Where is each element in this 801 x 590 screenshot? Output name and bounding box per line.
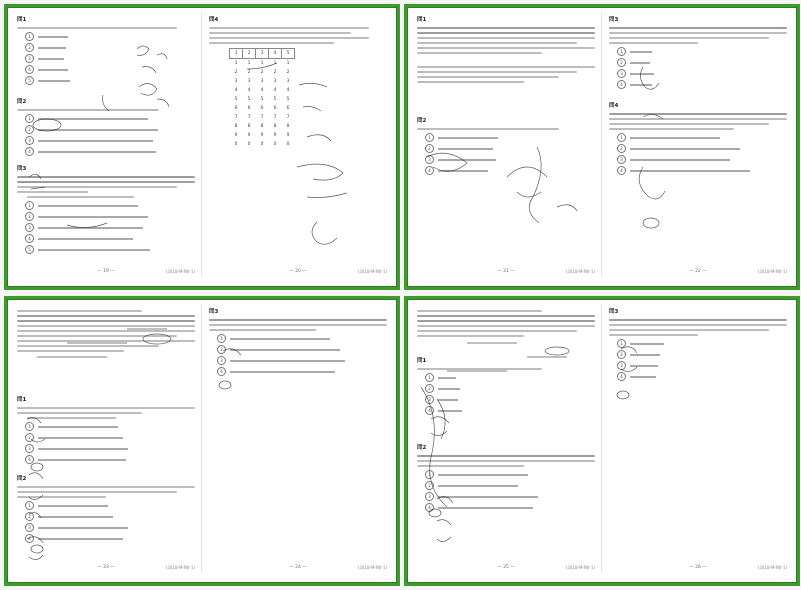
question-text-line (609, 334, 698, 336)
question-text-line (417, 368, 542, 370)
answer-option[interactable]: 3 (25, 54, 195, 63)
exam-code: (2018-M-N0-1) (565, 565, 595, 570)
answer-option[interactable]: 3 (425, 155, 595, 164)
answer-option[interactable]: 4 (25, 455, 195, 464)
question-text-line (609, 128, 734, 130)
answer-option[interactable]: 2 (617, 144, 787, 153)
question-text-line (209, 329, 316, 331)
answer-option[interactable]: 4 (217, 367, 387, 376)
answer-option[interactable]: 2 (25, 512, 195, 521)
question-number: 問2 (17, 99, 27, 105)
answer-grid-header-cell: 3 (256, 49, 269, 59)
question-text-line (417, 465, 524, 467)
answer-option[interactable]: 4 (617, 166, 787, 175)
answer-grid-cell[interactable]: 2 (234, 70, 238, 75)
answer-option[interactable]: 4 (25, 534, 195, 543)
answer-option[interactable]: 1 (217, 334, 387, 343)
question-number: 問2 (417, 118, 427, 124)
answer-option[interactable]: 4 (25, 234, 195, 243)
answer-grid-cell[interactable]: 5 (234, 97, 238, 102)
question-text-line (17, 325, 195, 327)
answer-option[interactable]: 3 (25, 223, 195, 232)
answer-option[interactable]: 4 (617, 80, 787, 89)
page-gutter (601, 13, 602, 277)
answer-grid-cell[interactable]: 9 (260, 133, 264, 138)
answer-grid-row (230, 86, 295, 95)
answer-option[interactable]: 3 (25, 444, 195, 453)
answer-option[interactable]: 4 (425, 503, 595, 512)
question-number: 問2 (17, 476, 27, 482)
question-text-line (417, 66, 595, 68)
exam-sheet-3[interactable] (4, 296, 400, 586)
answer-grid-cell[interactable]: 1 (247, 61, 251, 66)
sheet-1-left-page (17, 15, 195, 275)
answer-grid-row (230, 131, 295, 140)
answer-option[interactable]: 3 (617, 155, 787, 164)
answer-option[interactable]: 1 (617, 133, 787, 142)
question-text-line (17, 27, 177, 29)
question-number: 問1 (417, 358, 427, 364)
answer-grid-cell[interactable]: 4 (273, 88, 277, 93)
page-number: — 24 — (289, 565, 307, 570)
answer-grid-cell[interactable]: 1 (234, 61, 238, 66)
answer-option[interactable]: 1 (425, 373, 595, 382)
question-number: 問2 (417, 445, 427, 451)
question-text-line (17, 315, 195, 317)
question-number: 問1 (417, 17, 427, 23)
exam-sheet-1[interactable] (4, 4, 400, 290)
question-text-line (609, 324, 787, 326)
answer-grid-cell[interactable]: 2 (273, 70, 277, 75)
answer-grid-cell[interactable]: 4 (286, 88, 290, 93)
question-text-line (17, 181, 195, 183)
exam-sheet-4[interactable] (404, 296, 800, 586)
question-text-line (609, 27, 787, 29)
answer-option[interactable]: 2 (25, 125, 195, 134)
answer-grid-cell[interactable]: 5 (260, 97, 264, 102)
question-text-line (209, 42, 334, 44)
answer-option[interactable]: 1 (25, 501, 195, 510)
answer-option[interactable]: 2 (617, 350, 787, 359)
answer-option[interactable]: 2 (425, 384, 595, 393)
question-text-line (417, 76, 559, 78)
answer-grid-row (230, 95, 295, 104)
question-text-line (417, 52, 542, 54)
answer-option[interactable]: 2 (25, 43, 195, 52)
answer-option[interactable]: 3 (425, 492, 595, 501)
answer-grid-header-cell: 4 (269, 49, 282, 59)
answer-grid-cell[interactable]: 5 (247, 97, 251, 102)
answer-option[interactable]: 2 (217, 345, 387, 354)
question-number: 問3 (609, 17, 619, 23)
answer-grid-cell[interactable]: 8 (247, 124, 251, 129)
answer-grid-cell[interactable]: 7 (286, 115, 290, 120)
question-text-line (27, 417, 116, 419)
question-text-line (417, 460, 595, 462)
answer-option[interactable]: 2 (617, 58, 787, 67)
answer-grid-cell[interactable]: 1 (286, 61, 290, 66)
question-text-line (417, 27, 595, 29)
answer-option[interactable]: 1 (617, 47, 787, 56)
question-number: 問3 (609, 309, 619, 315)
question-text-line (417, 455, 595, 457)
sheet-1-right-page (209, 15, 387, 275)
question-text-line (417, 320, 595, 322)
page-gutter (201, 305, 202, 573)
page-gutter (601, 305, 602, 573)
answer-grid-cell[interactable]: 8 (260, 124, 264, 129)
question-text-line (17, 496, 106, 498)
answer-grid-table (229, 48, 295, 149)
question-text-line (417, 325, 595, 327)
question-text-line (17, 407, 195, 409)
question-text-line (417, 47, 595, 49)
question-text-line (17, 486, 195, 488)
question-text-line (17, 320, 195, 322)
answer-grid-cell[interactable]: 3 (247, 79, 251, 84)
question-number: 問3 (17, 166, 27, 172)
answer-grid-cell[interactable]: 5 (273, 97, 277, 102)
exam-code: (2018-M-N0-1) (357, 565, 387, 570)
question-text-line (209, 37, 369, 39)
question-text-line (17, 345, 159, 347)
answer-grid-cell[interactable]: 7 (247, 115, 251, 120)
question-text-line (17, 191, 88, 193)
question-text-line (609, 42, 698, 44)
question-text-line (27, 196, 134, 198)
exam-code: (2018-M-N0-1) (357, 269, 387, 274)
question-text-line (609, 123, 769, 125)
answer-grid-cell[interactable]: 1 (260, 61, 264, 66)
question-text-line (17, 491, 177, 493)
answer-option[interactable]: 1 (25, 422, 195, 431)
question-text-line (209, 32, 351, 34)
answer-grid-cell[interactable]: 1 (273, 61, 277, 66)
answer-grid-cell[interactable]: 3 (260, 79, 264, 84)
question-text-line (17, 335, 177, 337)
answer-option[interactable]: 4 (425, 166, 595, 175)
answer-grid-cell[interactable]: 8 (286, 124, 290, 129)
answer-option[interactable]: 1 (617, 339, 787, 348)
answer-grid-cell[interactable]: 7 (234, 115, 238, 120)
answer-grid-cell[interactable]: 7 (273, 115, 277, 120)
answer-grid-cell[interactable]: 2 (260, 70, 264, 75)
exam-code: (2018-M-N0-1) (757, 565, 787, 570)
sheet-4-right-page (609, 307, 787, 571)
question-text-line (417, 32, 595, 34)
answer-grid-cell[interactable]: 2 (247, 70, 251, 75)
answer-grid-cell[interactable]: 9 (247, 133, 251, 138)
question-text-line (609, 329, 769, 331)
answer-grid-cell[interactable]: 6 (234, 106, 238, 111)
answer-grid-cell[interactable]: 5 (286, 97, 290, 102)
answer-option[interactable]: 3 (617, 361, 787, 370)
answer-option[interactable]: 4 (425, 406, 595, 415)
page-number: — 23 — (97, 565, 115, 570)
answer-grid-header-cell: 5 (282, 49, 295, 59)
answer-option[interactable]: 1 (25, 114, 195, 123)
exam-sheet-2[interactable] (404, 4, 800, 290)
answer-option[interactable]: 1 (25, 32, 195, 41)
answer-grid-cell[interactable]: 4 (247, 88, 251, 93)
answer-grid-cell[interactable]: 6 (286, 106, 290, 111)
answer-option[interactable]: 2 (25, 433, 195, 442)
answer-grid-header (230, 49, 295, 59)
answer-option[interactable]: 3 (25, 523, 195, 532)
answer-grid-cell[interactable]: 8 (234, 124, 238, 129)
answer-grid-cell[interactable]: 0 (260, 142, 264, 147)
question-text-line (17, 412, 142, 414)
page-number: — 26 — (689, 565, 707, 570)
question-text-line (609, 113, 787, 115)
answer-grid-row (230, 68, 295, 77)
answer-grid-header-cell: 1 (230, 49, 243, 59)
exam-code: (2018-M-N0-1) (757, 269, 787, 274)
answer-grid-cell[interactable]: 3 (234, 79, 238, 84)
answer-grid-cell[interactable]: 6 (273, 106, 277, 111)
answer-option[interactable]: 4 (25, 65, 195, 74)
question-text-line (17, 176, 195, 178)
answer-grid-cell[interactable]: 9 (286, 133, 290, 138)
question-number: 問1 (17, 17, 27, 23)
exam-code: (2018-M-N0-1) (165, 269, 195, 274)
question-text-line (417, 81, 524, 83)
answer-option[interactable]: 3 (217, 356, 387, 365)
answer-option[interactable]: 3 (25, 136, 195, 145)
question-number: 問4 (209, 17, 219, 23)
answer-option[interactable]: 1 (25, 201, 195, 210)
answer-grid-header-cell: 2 (243, 49, 256, 59)
question-text-line (609, 32, 787, 34)
question-text-line (17, 350, 124, 352)
page-number: — 19 — (97, 269, 115, 274)
answer-grid-cell[interactable]: 4 (260, 88, 264, 93)
answer-grid-cell[interactable]: 3 (273, 79, 277, 84)
answer-option[interactable]: 1 (425, 470, 595, 479)
question-text-line (17, 340, 195, 342)
answer-grid-cell[interactable]: 0 (247, 142, 251, 147)
question-text-line (417, 42, 577, 44)
question-text-line (417, 315, 595, 317)
answer-grid-cell[interactable]: 4 (234, 88, 238, 93)
question-text-line (209, 27, 369, 29)
page-number: — 21 — (497, 269, 515, 274)
answer-option[interactable]: 1 (425, 133, 595, 142)
question-text-line (609, 319, 787, 321)
answer-option[interactable]: 4 (25, 147, 195, 156)
question-text-line (417, 128, 559, 130)
question-text-line (17, 186, 177, 188)
question-number: 問3 (209, 309, 219, 315)
answer-option[interactable]: 5 (25, 245, 195, 254)
answer-grid-cell[interactable]: 0 (273, 142, 277, 147)
question-text-line (209, 324, 387, 326)
answer-grid-cell[interactable]: 9 (273, 133, 277, 138)
answer-option[interactable]: 5 (25, 76, 195, 85)
question-number: 問4 (609, 103, 619, 109)
answer-grid-row (230, 113, 295, 122)
answer-grid-cell[interactable]: 3 (286, 79, 290, 84)
page-gutter (201, 13, 202, 277)
answer-option[interactable]: 3 (425, 395, 595, 404)
question-text-line (417, 37, 595, 39)
question-text-line (209, 319, 387, 321)
page-number: — 20 — (289, 269, 307, 274)
question-text-line (417, 335, 524, 337)
page-number: — 25 — (497, 565, 515, 570)
answer-grid-cell[interactable]: 2 (286, 70, 290, 75)
answer-option[interactable]: 2 (25, 212, 195, 221)
answer-grid-row (230, 59, 295, 69)
answer-grid-row (230, 122, 295, 131)
question-text-line (417, 310, 542, 312)
question-text-line (17, 330, 195, 332)
answer-grid-cell[interactable]: 6 (247, 106, 251, 111)
question-number: 問1 (17, 397, 27, 403)
answer-grid-row (230, 104, 295, 113)
exam-code: (2018-M-N0-1) (565, 269, 595, 274)
sheet-4-left-page (417, 307, 595, 571)
answer-option[interactable]: 4 (617, 372, 787, 381)
sheet-3-right-page (209, 307, 387, 571)
question-text-line (417, 330, 577, 332)
answer-grid-cell[interactable]: 0 (286, 142, 290, 147)
answer-grid-row (230, 77, 295, 86)
answer-grid-cell[interactable]: 9 (234, 133, 238, 138)
answer-option[interactable]: 2 (425, 481, 595, 490)
answer-grid-cell[interactable]: 7 (260, 115, 264, 120)
question-text-line (417, 71, 577, 73)
answer-grid-cell[interactable]: 0 (234, 142, 238, 147)
sheet-2-left-page (417, 15, 595, 275)
page-number: — 22 — (689, 269, 707, 274)
sheet-3-left-page (17, 307, 195, 571)
answer-grid-cell[interactable]: 8 (273, 124, 277, 129)
question-text-line (17, 310, 142, 312)
answer-grid-cell[interactable]: 6 (260, 106, 264, 111)
question-text-line (609, 118, 787, 120)
sheet-2-right-page (609, 15, 787, 275)
exam-code: (2018-M-N0-1) (165, 565, 195, 570)
question-text-line (17, 109, 159, 111)
answer-option[interactable]: 3 (617, 69, 787, 78)
answer-grid-row (230, 140, 295, 149)
question-text-line (609, 37, 769, 39)
answer-option[interactable]: 2 (425, 144, 595, 153)
